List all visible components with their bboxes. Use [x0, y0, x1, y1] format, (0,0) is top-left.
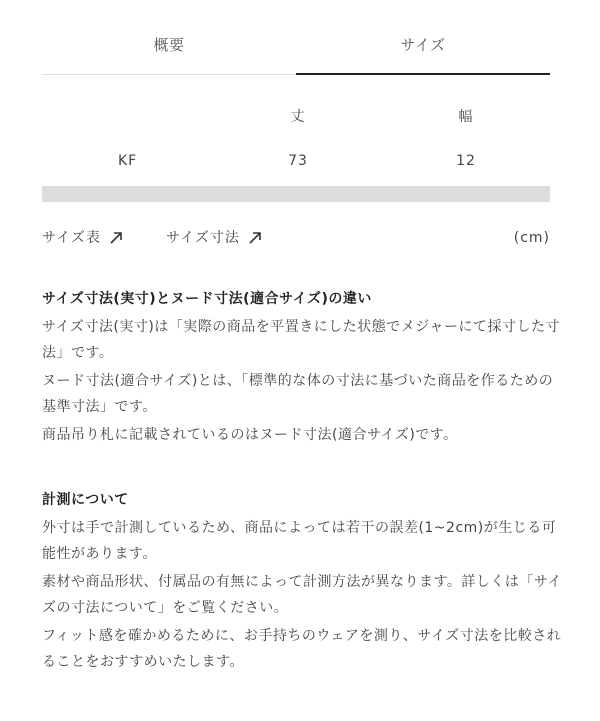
active-tab-indicator	[296, 73, 550, 75]
table-header-row: 丈 幅	[290, 109, 474, 125]
tab-size[interactable]: サイズ	[400, 36, 446, 54]
size-chart-link[interactable]	[42, 225, 123, 251]
size-chart-link-label: サイズ表	[42, 230, 101, 246]
tab-overview[interactable]: 概要	[153, 36, 185, 54]
external-arrow-icon	[248, 231, 262, 245]
size-links	[42, 225, 550, 251]
section-paragraph: 外寸は手で計測しているため、商品によっては若干の誤差(1~2cm)が生じる可能性があります。	[42, 520, 557, 562]
section-paragraph: 素材や商品形状、付属品の有無によって計測方法が異なります。詳しくは「サイズの寸法について」をご覧ください。	[42, 574, 562, 616]
section-paragraph: ヌード寸法(適合サイズ)とは、「標準的な体の寸法に基づいた商品を作るための基準寸法」です。	[42, 373, 554, 415]
size-name-cell: KF	[118, 153, 138, 169]
unit-label: (cm)	[513, 230, 550, 246]
external-arrow-icon	[109, 231, 123, 245]
section-paragraph: サイズ寸法(実寸)は「実際の商品を平置きにした状態でメジャーにて採寸した寸法」です。	[42, 319, 561, 361]
section-heading: 計測について	[42, 492, 129, 508]
section-heading: サイズ寸法(実寸)とヌード寸法(適合サイズ)の違い	[42, 291, 372, 307]
horizontal-scrollbar[interactable]	[42, 186, 550, 202]
section-paragraph: 商品吊り札に記載されているのはヌード寸法(適合サイズ)です。	[42, 427, 458, 443]
size-table	[42, 95, 550, 183]
section-paragraph: フィット感を確かめるために、お手持ちのウェアを測り、サイズ寸法を比較されることをおすすめいたします。	[42, 628, 562, 670]
measurement-section	[42, 487, 562, 677]
size-measure-link[interactable]	[166, 225, 262, 251]
tab-bar	[42, 20, 550, 77]
size-difference-section	[42, 286, 562, 450]
table-row: KF 73 12	[42, 139, 550, 183]
size-measure-link-label: サイズ寸法	[166, 230, 240, 246]
